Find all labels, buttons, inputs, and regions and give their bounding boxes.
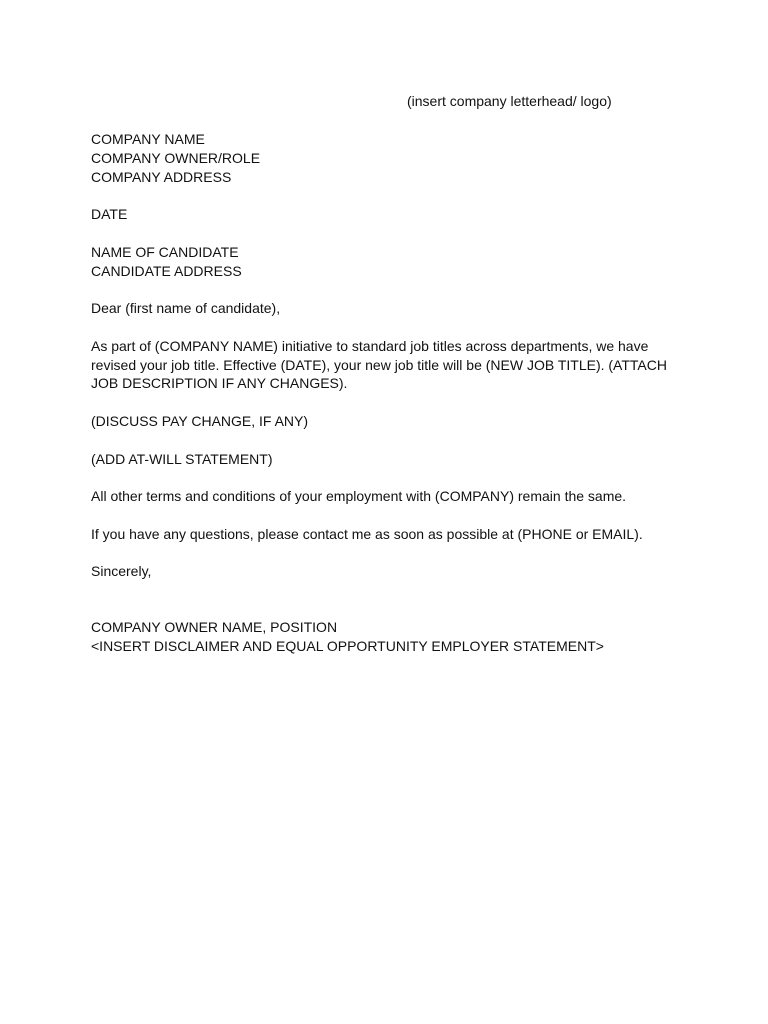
paragraph-pay-change	[91, 412, 671, 431]
salutation-text: Dear (first name of candidate),	[91, 300, 281, 317]
paragraph-questions-text: If you have any questions, please contact me as soon as possible at (PHONE or EMAIL).	[91, 525, 643, 542]
closing-block	[91, 562, 671, 581]
paragraph-at-will-text: (ADD AT-WILL STATEMENT)	[91, 450, 273, 467]
sender-block	[91, 130, 671, 186]
disclaimer-statement: <INSERT DISCLAIMER AND EQUAL OPPORTUNITY EMPLOYER STATEMENT>	[91, 637, 604, 654]
signature-block	[91, 618, 671, 656]
paragraph-at-will	[91, 450, 671, 469]
letter-date: DATE	[91, 206, 128, 223]
paragraph-questions	[91, 525, 671, 544]
letterhead-placeholder: (insert company letterhead/ logo)	[407, 93, 612, 109]
closing-text: Sincerely,	[91, 563, 152, 580]
paragraph-terms	[91, 487, 671, 506]
paragraph-title-change	[91, 337, 671, 393]
company-owner-role: COMPANY OWNER/ROLE	[91, 149, 261, 166]
recipient-block	[91, 243, 671, 281]
paragraph-terms-text: All other terms and conditions of your employment with (COMPANY) remain the same.	[91, 488, 627, 505]
company-address: COMPANY ADDRESS	[91, 168, 232, 185]
paragraph-pay-change-text: (DISCUSS PAY CHANGE, IF ANY)	[91, 412, 309, 429]
company-name: COMPANY NAME	[91, 131, 205, 147]
date-block	[91, 205, 671, 224]
candidate-name: NAME OF CANDIDATE	[91, 243, 239, 260]
paragraph-title-change-text: As part of (COMPANY NAME) initiative to standard job titles across departments, we have revised your job title. Effective (DATE), your new job title will be (NEW JOB TITLE). (ATTACH JOB DESCRIPTION IF ANY CHANGES).	[91, 337, 667, 392]
letter-body	[91, 130, 671, 675]
candidate-address: CANDIDATE ADDRESS	[91, 262, 242, 279]
salutation	[91, 299, 671, 318]
signature-name-position: COMPANY OWNER NAME, POSITION	[91, 619, 338, 636]
